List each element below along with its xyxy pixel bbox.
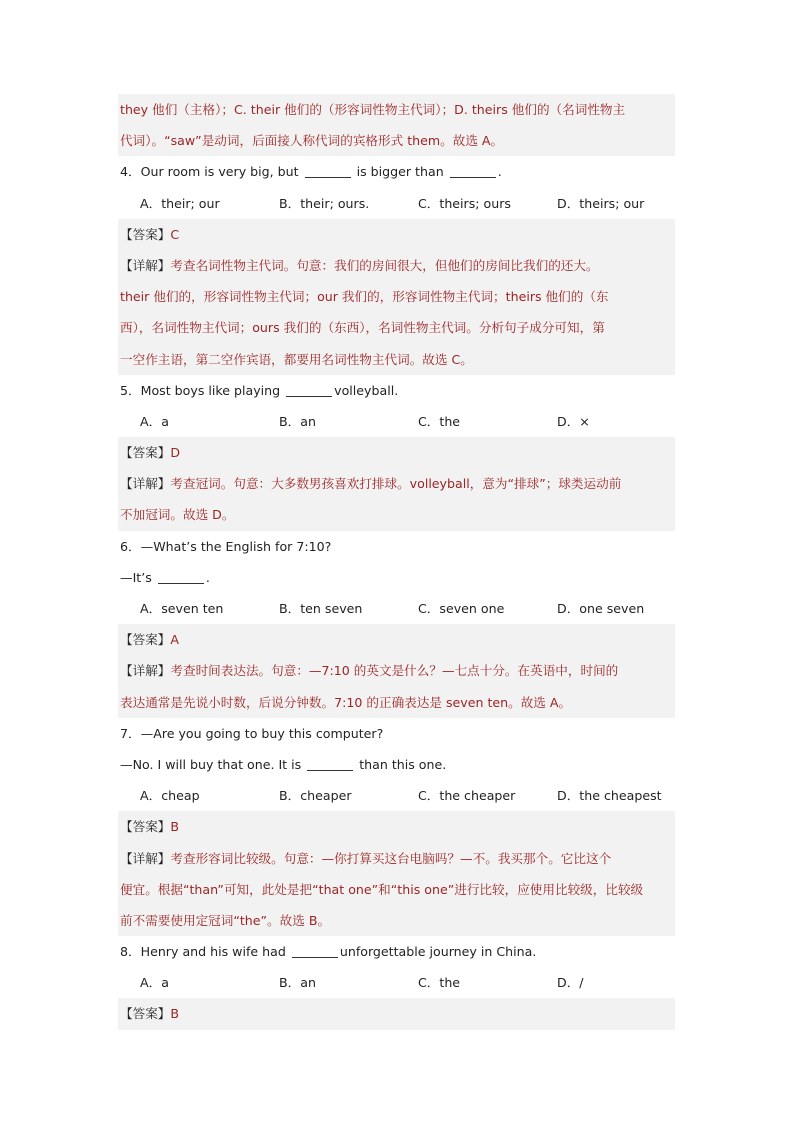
answer-label: 【答案】 — [120, 1006, 171, 1022]
question-7-detail-line: 前不需要使用定冠词“the”。故选 B。 — [118, 905, 675, 936]
answer-blank — [292, 945, 338, 958]
stem-text: . — [497, 164, 502, 180]
stem-text: 4．Our room is very big, but — [120, 164, 303, 180]
option-b: B．cheaper — [279, 788, 352, 804]
question-4-detail-line: 西），名词性物主代词；ours 我们的（东西），名词性物主代词。分析句子成分可知，第 — [118, 312, 675, 343]
question-5-options — [118, 406, 675, 437]
option-d: D．the cheapest — [557, 788, 662, 804]
answer-value: C — [170, 226, 180, 242]
question-8-options — [118, 967, 675, 998]
stem-text: than this one. — [355, 756, 447, 772]
question-5-answer — [118, 437, 675, 468]
answer-value: A — [170, 632, 179, 648]
question-6-detail — [118, 655, 675, 686]
question-8-answer — [118, 998, 675, 1029]
question-7-stem: 7．—Are you going to buy this computer? — [120, 725, 384, 741]
question-6-stem-2 — [118, 562, 675, 593]
question-7-detail — [118, 843, 675, 874]
stem-text: . — [205, 569, 210, 585]
question-7-options — [118, 780, 675, 811]
option-a: A．a — [140, 975, 169, 991]
question-5-detail-line: 不加冠词。故选 D。 — [118, 499, 675, 530]
option-d: D．theirs; our — [557, 195, 645, 211]
detail-label: 【详解】 — [120, 257, 171, 273]
option-b: B．an — [279, 413, 316, 429]
prev-detail-line: they 他们（主格）；C. their 他们的（形容词性物主代词）；D. theirs 他们的（名词性物主 — [118, 94, 675, 125]
question-5-stem — [118, 375, 675, 406]
question-6-options — [118, 593, 675, 624]
question-4-answer — [118, 219, 675, 250]
option-d: D．/ — [557, 975, 584, 991]
answer-label: 【答案】 — [120, 445, 171, 461]
stem-text: unforgettable journey in China. — [339, 944, 537, 960]
answer-blank — [305, 165, 351, 178]
answer-value: B — [170, 1006, 180, 1022]
prev-detail-line: 代词）。“saw”是动词，后面接人称代词的宾格形式 them。故选 A。 — [118, 125, 675, 156]
question-6-stem: 6．—What’s the English for 7:10? — [120, 538, 332, 554]
question-4-detail-line: their 他们的，形容词性物主代词；our 我们的，形容词性物主代词；theirs 他们的（东 — [118, 281, 675, 312]
answer-label: 【答案】 — [120, 632, 171, 648]
option-c: C．the — [418, 975, 461, 991]
question-7-detail-line: 便宜。根据“than”可知，此处是把“that one”和“this one”进行比较，应使用比较级，比较级 — [118, 874, 675, 905]
answer-label: 【答案】 — [120, 819, 171, 835]
answer-blank — [450, 165, 496, 178]
question-6-detail-line: 表达通常是先说小时数，后说分钟数。7:10 的正确表达是 seven ten。故选 A。 — [118, 687, 675, 718]
detail-label: 【详解】 — [120, 476, 171, 492]
question-7-answer — [118, 811, 675, 842]
detail-label: 【详解】 — [120, 850, 171, 866]
question-6-answer — [118, 624, 675, 655]
answer-blank — [158, 571, 204, 584]
option-c: C．theirs; ours — [418, 195, 511, 211]
stem-text: 8．Henry and his wife had — [120, 944, 290, 960]
question-8-stem — [118, 936, 675, 967]
option-c: C．seven one — [418, 601, 505, 616]
answer-label: 【答案】 — [120, 226, 171, 242]
question-7-stem-2 — [118, 749, 675, 780]
option-b: B．an — [279, 975, 316, 991]
option-b: B．ten seven — [279, 601, 363, 616]
answer-blank — [307, 758, 353, 771]
question-4-detail-line: 一空作主语，第二空作宾语，都要用名词性物主代词。故选 C。 — [118, 344, 675, 375]
answer-value: B — [170, 819, 180, 835]
option-a: A．their; our — [140, 195, 220, 211]
option-a: A．seven ten — [140, 601, 224, 616]
question-5-detail — [118, 468, 675, 499]
option-c: C．the cheaper — [418, 788, 516, 804]
question-4-stem — [118, 156, 675, 187]
option-a: A．a — [140, 413, 169, 429]
stem-text: —No. I will buy that one. It is — [120, 756, 306, 772]
option-c: C．the — [418, 413, 461, 429]
detail-text: 考查时间表达法。句意：—7:10 的英文是什么？—七点十分。在英语中，时间的 — [170, 663, 619, 679]
stem-text: 5．Most boys like playing — [120, 382, 285, 398]
stem-text: volleyball. — [334, 382, 399, 398]
detail-text: 考查冠词。句意：大多数男孩喜欢打排球。volleyball，意为“排球”；球类运动前 — [170, 476, 622, 492]
option-d: D．× — [557, 413, 590, 429]
answer-value: D — [170, 445, 181, 461]
detail-label: 【详解】 — [120, 663, 171, 679]
detail-text: 考查形容词比较级。句意：—你打算买这台电脑吗？—不。我买那个。它比这个 — [170, 850, 612, 866]
option-b: B．their; ours. — [279, 195, 370, 211]
question-4-options — [118, 188, 675, 219]
option-d: D．one seven — [557, 601, 645, 616]
stem-text: is bigger than — [352, 164, 448, 180]
option-a: A．cheap — [140, 788, 200, 804]
question-content — [118, 94, 675, 1030]
detail-text: 考查名词性物主代词。句意：我们的房间很大，但他们的房间比我们的还大。 — [170, 257, 599, 273]
answer-blank — [286, 384, 332, 397]
stem-text: —It’s — [120, 569, 156, 585]
question-4-detail — [118, 250, 675, 281]
